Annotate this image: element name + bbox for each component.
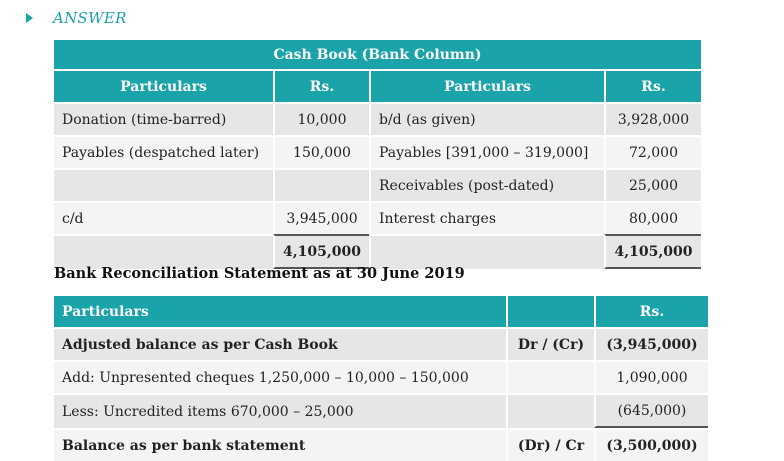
table-row xyxy=(54,135,701,168)
left-particular: Donation (time-barred) xyxy=(54,102,273,135)
right-particular: Interest charges xyxy=(369,201,604,234)
cash-book-header-row xyxy=(54,69,701,102)
table-row xyxy=(54,428,708,461)
cash-book-title: Cash Book (Bank Column) xyxy=(54,40,701,69)
recon-amount: (3,500,000) xyxy=(594,428,708,461)
reconciliation-title: Bank Reconciliation Statement as at 30 June 2019 xyxy=(54,265,465,282)
total-blank-right xyxy=(369,234,604,269)
recon-amount: (645,000) xyxy=(594,393,708,428)
recon-particular: Balance as per bank statement xyxy=(54,428,506,461)
triangle-bullet-icon xyxy=(26,13,33,23)
total-left: 4,105,000 xyxy=(273,234,369,269)
answer-heading xyxy=(26,9,127,27)
right-amount: 3,928,000 xyxy=(604,102,701,135)
recon-drcr: Dr / (Cr) xyxy=(506,327,594,360)
recon-drcr xyxy=(506,360,594,393)
table-row xyxy=(54,102,701,135)
header-particulars-left: Particulars xyxy=(54,69,273,102)
cash-book-title-row xyxy=(54,40,701,69)
right-amount: 80,000 xyxy=(604,201,701,234)
totals-row xyxy=(54,234,701,269)
reconciliation-table xyxy=(54,296,708,461)
left-amount: 3,945,000 xyxy=(273,201,369,234)
recon-particular: Add: Unpresented cheques 1,250,000 – 10,000 – 150,000 xyxy=(54,360,506,393)
header-particulars-right: Particulars xyxy=(369,69,604,102)
header-rs-right: Rs. xyxy=(604,69,701,102)
right-amount: 72,000 xyxy=(604,135,701,168)
total-blank-left xyxy=(54,234,273,269)
recon-amount: (3,945,000) xyxy=(594,327,708,360)
left-particular xyxy=(54,168,273,201)
total-right: 4,105,000 xyxy=(604,234,701,269)
recon-amount: 1,090,000 xyxy=(594,360,708,393)
recon-particular: Adjusted balance as per Cash Book xyxy=(54,327,506,360)
answer-label: ANSWER xyxy=(53,9,127,27)
left-particular: c/d xyxy=(54,201,273,234)
right-particular: b/d (as given) xyxy=(369,102,604,135)
table-row xyxy=(54,168,701,201)
recon-drcr xyxy=(506,393,594,428)
left-amount: 10,000 xyxy=(273,102,369,135)
right-particular: Payables [391,000 – 319,000] xyxy=(369,135,604,168)
right-particular: Receivables (post-dated) xyxy=(369,168,604,201)
header-rs-left: Rs. xyxy=(273,69,369,102)
left-amount xyxy=(273,168,369,201)
right-amount: 25,000 xyxy=(604,168,701,201)
table-row xyxy=(54,360,708,393)
recon-particular: Less: Uncredited items 670,000 – 25,000 xyxy=(54,393,506,428)
header-particulars: Particulars xyxy=(54,296,506,327)
cash-book-table xyxy=(54,40,701,269)
reconciliation-header-row xyxy=(54,296,708,327)
header-drcr xyxy=(506,296,594,327)
table-row xyxy=(54,327,708,360)
table-row xyxy=(54,201,701,234)
left-amount: 150,000 xyxy=(273,135,369,168)
left-particular: Payables (despatched later) xyxy=(54,135,273,168)
header-rs: Rs. xyxy=(594,296,708,327)
table-row xyxy=(54,393,708,428)
recon-drcr: (Dr) / Cr xyxy=(506,428,594,461)
